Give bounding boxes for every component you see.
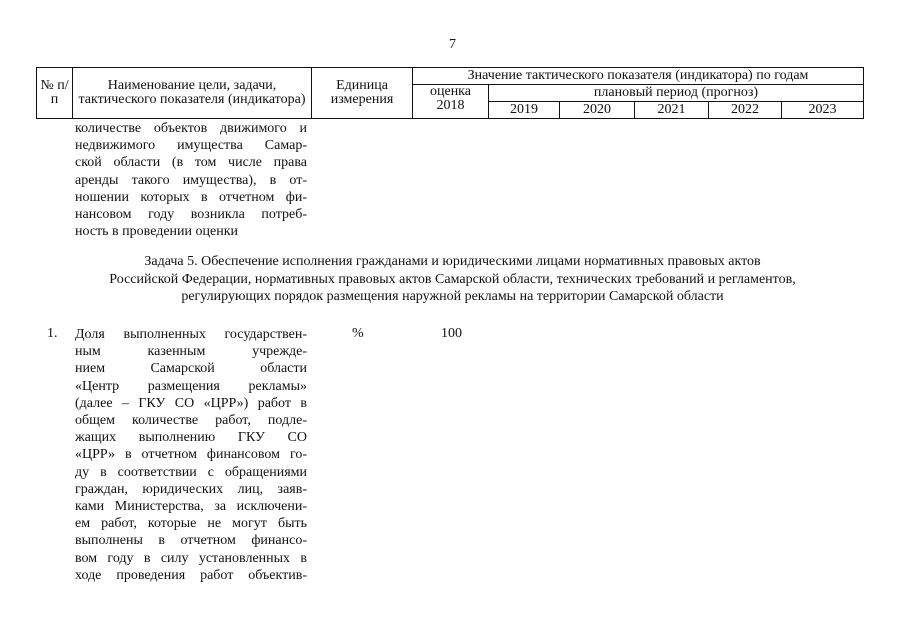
text-line: ской области (в том числе права [75, 155, 307, 171]
text-line: ношении которых в отчетном фи- [75, 189, 307, 205]
text-line: аренды такого имущества), в от- [75, 172, 307, 188]
text-line: нансовом году возникла потреб- [75, 207, 307, 223]
header-estimate-cell [413, 85, 489, 119]
text-line: ность в проведении оценки [75, 224, 239, 240]
year-2018: 2018 [436, 98, 465, 113]
year-2021: 2021 [635, 102, 709, 119]
text-line: (далее – ГКУ СО «ЦРР») работ в [75, 395, 307, 411]
text-line: жащих выполнению ГКУ СО [75, 430, 307, 446]
text-line: Доля выполненных государствен- [75, 327, 307, 342]
header-unit-cell: Единица измерения [312, 68, 413, 119]
year-2020: 2020 [560, 102, 635, 119]
text-line: количестве объектов движимого и [75, 121, 307, 136]
task-line: Задача 5. Обеспечение исполнения гражданами и юридическими лицами нормативных правовых актов [144, 254, 761, 269]
item-unit: % [352, 326, 364, 341]
text-line: «Центр размещения рекламы» [75, 378, 307, 394]
text-line: вом году в силу установленных в [75, 550, 307, 566]
header-number-cell: № п/п [37, 68, 73, 119]
text-line: ду в соответствии с обращениями [75, 464, 307, 480]
year-2019: 2019 [489, 102, 560, 119]
estimate-label: оценка [429, 84, 471, 99]
item-value-2018: 100 [441, 326, 462, 341]
text-line: ем работ, которые не могут быть [75, 516, 307, 532]
header-values-cell: Значение тактического показателя (индикатора) по годам [413, 68, 864, 85]
item-number: 1. [47, 326, 58, 341]
task-line: Российской Федерации, нормативных правовых актов Самарской области, технических требований и регламентов, [109, 271, 796, 287]
text-line: общем количестве работ, подле- [75, 413, 307, 429]
year-2023: 2023 [782, 102, 864, 119]
text-line: ками Министерства, за исключени- [75, 499, 307, 515]
text-line: граждан, юридических лиц, заяв- [75, 481, 307, 497]
header-plan-period-cell: плановый период (прогноз) [489, 85, 864, 102]
text-line: ходе проведения работ объектив- [75, 567, 307, 583]
page-number: 7 [449, 37, 456, 52]
text-line: нием Самарской области [75, 361, 307, 377]
task-line: регулирующих порядок размещения наружной рекламы на территории Самарской области [181, 289, 724, 304]
task-heading [40, 253, 865, 306]
text-line: «ЦРР» в отчетном финансовом го- [75, 447, 307, 463]
text-line: ным казенным учрежде- [75, 344, 307, 360]
indicator-table-header [36, 67, 864, 119]
text-line: недвижимого имущества Самар- [75, 138, 307, 154]
continued-indicator-text [75, 120, 307, 240]
item-indicator-text [75, 326, 307, 584]
header-name-cell: Наименование цели, задачи, тактического показателя (индикатора) [73, 68, 312, 119]
year-2022: 2022 [709, 102, 782, 119]
text-line: выполнены в отчетном финансо- [75, 533, 307, 549]
